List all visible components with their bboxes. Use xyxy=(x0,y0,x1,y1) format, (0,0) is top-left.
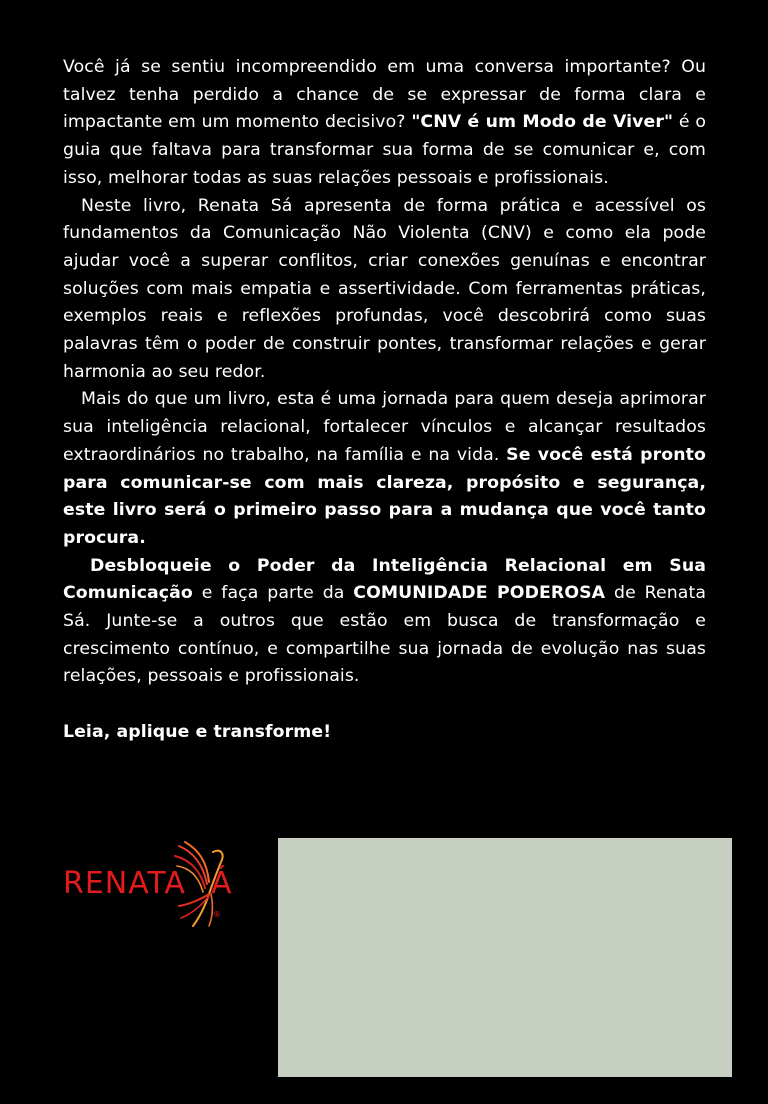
paragraph-1 xyxy=(63,54,706,193)
back-cover-text xyxy=(63,54,706,747)
bold-span: COMUNIDADE PODEROSA xyxy=(353,583,606,604)
text-span: Mais do que um livro, esta é uma jornada para quem deseja aprimorar sua inteligência relacional, fortalecer vínculos e alcançar resultados extraordinários no trabalho, na família e na vida. xyxy=(63,389,706,465)
paragraph-3 xyxy=(63,386,706,552)
text-span: Neste livro, Renata Sá apresenta de forma prática e acessível os fundamentos da Comunicação Não Violenta (CNV) e como ela pode ajudar você a superar conflitos, criar conexões genuínas e encontrar soluções com mais empatia e assertividade. Com ferramentas práticas, exemplos reais e reflexões profundas, você descobrirá como suas palavras têm o poder de construir pontes, transformar relações e gerar harmonia ao seu redor. xyxy=(63,195,706,382)
bold-span: Se você está pronto para comunicar-se com mais clareza, propósito e segurança, este livro será o primeiro passo para a mudança que você tanto procura. xyxy=(63,444,706,548)
barcode-placeholder xyxy=(278,838,732,1077)
paragraph-4 xyxy=(63,553,706,692)
book-title: "CNV é um Modo de Viver" xyxy=(411,112,674,133)
paragraph-2 xyxy=(63,193,706,387)
renata-sa-logo xyxy=(63,838,243,930)
call-to-action: Leia, aplique e transforme! xyxy=(63,721,332,742)
logo-word-a: Á xyxy=(211,866,233,901)
text-span: é o guia que faltava para transformar sua forma de se comunicar e, com isso, melhorar todas as suas relações pessoais e profissionais. xyxy=(63,112,706,188)
text-span: e faça parte da xyxy=(192,583,354,604)
text-span: de Renata Sá. Junte-se a outros que estão em busca de transformação e crescimento contínuo, e compartilhe sua jornada de evolução nas suas relações, pessoais e profissionais. xyxy=(63,583,707,687)
registered-mark: ® xyxy=(213,910,221,919)
bold-span: Desbloqueie o Poder da Inteligência Relacional em Sua Comunicação xyxy=(63,555,706,604)
text-span: Você já se sentiu incompreendido em uma conversa importante? Ou talvez tenha perdido a chance de se expressar de forma clara e impactante em um momento decisivo? xyxy=(63,57,706,133)
logo-word-renata: RENATA xyxy=(63,866,186,901)
